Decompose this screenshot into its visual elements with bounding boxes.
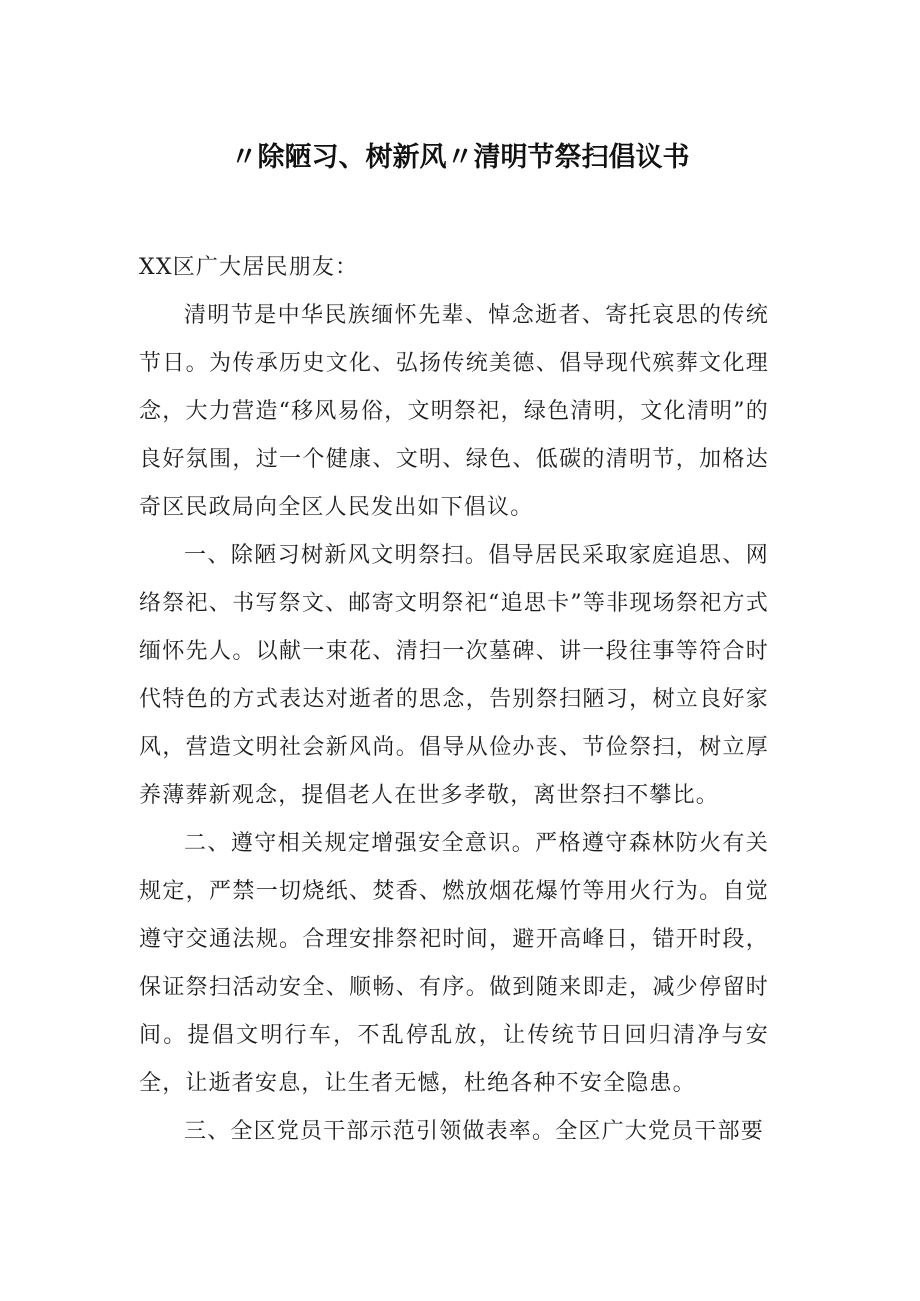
document-title: 〃除陋习、树新风〃清明节祭扫倡议书 <box>230 142 690 173</box>
salutation: XX区广大居民朋友： <box>139 255 359 280</box>
document-body <box>139 244 769 1156</box>
paragraph-intro: 清明节是中华民族缅怀先辈、悼念逝者、寄托哀思的传统节日。为传承历史文化、弘扬传统美德、倡导现代殡葬文化理念，大力营造“移风易俗，文明祭祀，绿色清明，文化清明”的良好氛围，过一个健康、文明、绿色、低碳的清明节，加格达奇区民政局向全区人民发出如下倡议。 <box>139 303 769 520</box>
paragraph-item-2: 二、遵守相关规定增强安全意识。严格遵守森林防火有关规定，严禁一切烧纸、焚香、燃放烟花爆竹等用火行为。自觉遵守交通法规。合理安排祭祀时间，避开高峰日，错开时段，保证祭扫活动安全、顺畅、有序。做到随来即走，减少停留时间。提倡文明行车，不乱停乱放，让传统节日回归清净与安全，让逝者安息，让生者无憾，杜绝各种不安全隐患。 <box>139 831 769 1096</box>
paragraph-item-1: 一、除陋习树新风文明祭扫。倡导居民采取家庭追思、网络祭祀、书写祭文、邮寄文明祭祀“追思卡”等非现场祭祀方式缅怀先人。以献一束花、清扫一次墓碑、讲一段往事等符合时代特色的方式表达对逝者的思念，告别祭扫陋习，树立良好家风，营造文明社会新风尚。倡导从俭办丧、节俭祭扫，树立厚养薄葬新观念，提倡老人在世多孝敬，离世祭扫不攀比。 <box>139 543 769 808</box>
paragraph-item-3: 三、全区党员干部示范引领做表率。全区广大党员干部要 <box>184 1119 765 1144</box>
